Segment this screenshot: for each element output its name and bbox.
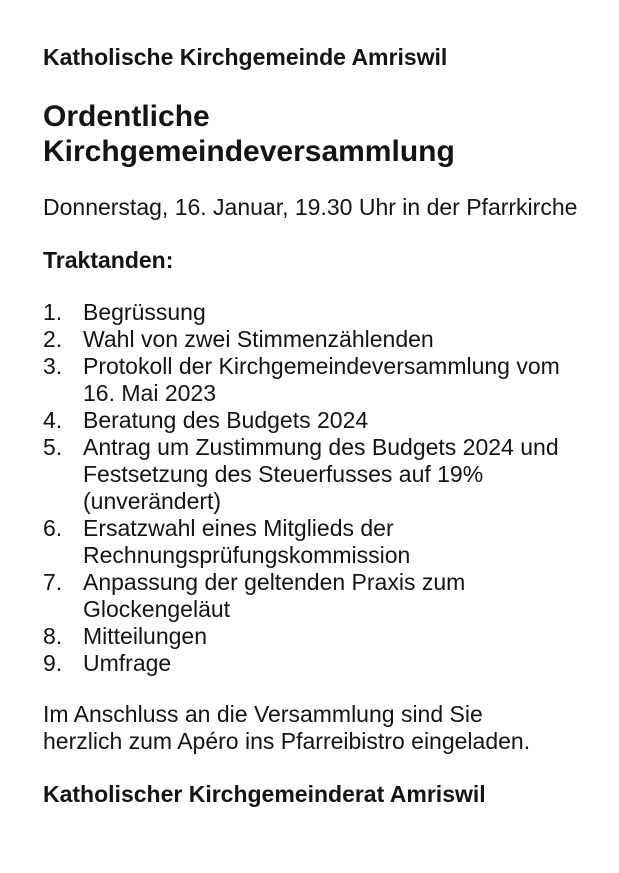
agenda-item xyxy=(43,326,576,353)
agenda-item-number: 6. xyxy=(43,515,63,541)
agenda-item-number: 2. xyxy=(43,326,63,352)
closing-paragraph: Im Anschluss an die Versammlung sind Sie herzlich zum Apéro ins Pfarreibistro eingeladen. xyxy=(43,701,531,754)
organization-name: Katholische Kirchgemeinde Amriswil xyxy=(43,44,448,70)
agenda-item-number: 8. xyxy=(43,623,63,649)
agenda-item-number: 5. xyxy=(43,434,63,460)
agenda-item-text: Umfrage xyxy=(83,650,172,676)
agenda-item-text: Mitteilungen xyxy=(83,623,208,649)
document-title: Ordentliche Kirchgemeindeversammlung xyxy=(43,100,455,168)
agenda-item-text: Begrüssung xyxy=(83,299,206,325)
agenda-item xyxy=(43,569,576,623)
agenda-list xyxy=(43,299,576,677)
agenda-item xyxy=(43,434,576,515)
agenda-item xyxy=(43,623,576,650)
agenda-item xyxy=(43,353,576,407)
signature-line: Katholischer Kirchgemeinderat Amriswil xyxy=(43,781,486,807)
agenda-item-number: 1. xyxy=(43,299,63,325)
agenda-item-text: Antrag um Zustimmung des Budgets 2024 und Festsetzung des Steuerfusses auf 19% (unverändert) xyxy=(83,434,559,514)
agenda-item-number: 4. xyxy=(43,407,63,433)
agenda-item xyxy=(43,299,576,326)
agenda-item-text: Ersatzwahl eines Mitglieds der Rechnungsprüfungskommission xyxy=(83,515,411,568)
meeting-date-line: Donnerstag, 16. Januar, 19.30 Uhr in der Pfarrkirche xyxy=(43,194,578,220)
agenda-item-number: 3. xyxy=(43,353,63,379)
agenda-item-number: 9. xyxy=(43,650,63,676)
agenda-heading: Traktanden: xyxy=(43,247,174,273)
agenda-item-text: Wahl von zwei Stimmenzählenden xyxy=(83,326,434,352)
agenda-item-text: Anpassung der geltenden Praxis zum Glockengeläut xyxy=(83,569,466,622)
agenda-item-text: Protokoll der Kirchgemeindeversammlung vom 16. Mai 2023 xyxy=(83,353,560,406)
agenda-item xyxy=(43,650,576,677)
agenda-item-number: 7. xyxy=(43,569,63,595)
agenda-item xyxy=(43,407,576,434)
agenda-item xyxy=(43,515,576,569)
agenda-item-text: Beratung des Budgets 2024 xyxy=(83,407,369,433)
